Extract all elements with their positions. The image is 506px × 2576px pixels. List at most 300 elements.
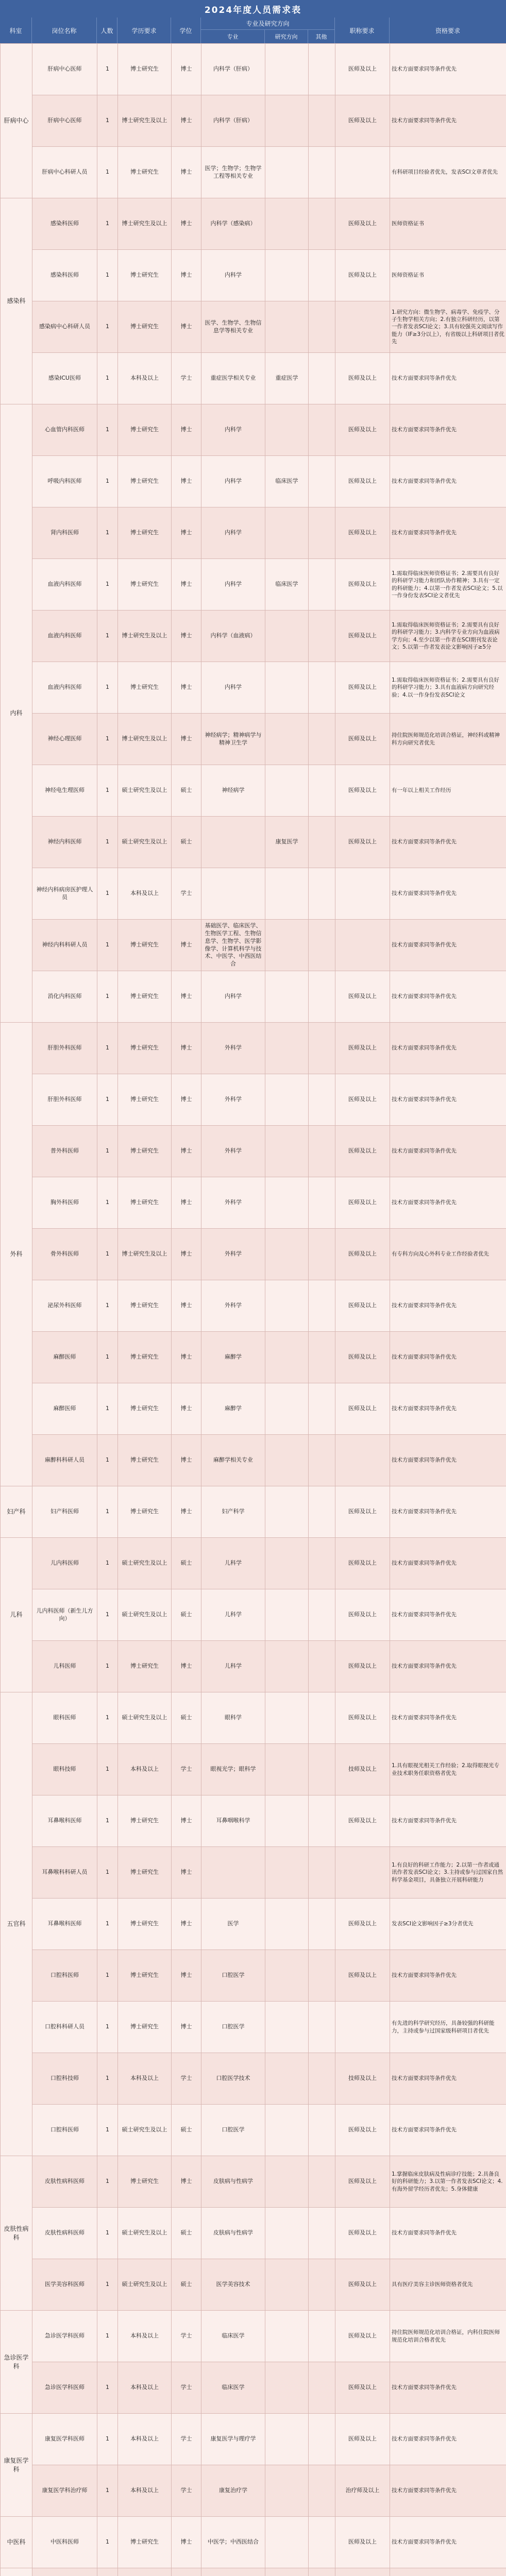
direction-cell xyxy=(265,1744,309,1795)
degree-cell: 硕士 xyxy=(172,2105,201,2156)
post-cell xyxy=(32,2568,97,2576)
edu-cell xyxy=(118,2568,172,2576)
notes-cell: 1.具有眼视光相关工作经验；2.取得眼视光专业技术职务任职资格者优先 xyxy=(390,1744,506,1795)
major-cell: 医学；生物学；生物学工程等相关专业 xyxy=(201,147,265,198)
major-cell: 外科学 xyxy=(201,1023,265,1074)
direction-cell xyxy=(265,1486,309,1538)
notes-cell: 1.有良好的科研工作能力；2.以第一作者或通讯作者发表SCI论文；3.主持或参与过国家自然科学基金项目，具备独立开展科研能力 xyxy=(390,1847,506,1899)
degree-cell: 博士 xyxy=(172,507,201,559)
other-cell xyxy=(309,559,335,611)
degree-cell: 博士 xyxy=(172,611,201,662)
header-notes: 资格要求 xyxy=(435,27,460,35)
table-row xyxy=(1,2259,506,2311)
title-cell: 医师及以上 xyxy=(335,1795,390,1847)
count-cell: 1 xyxy=(97,1229,118,1280)
major-cell: 皮肤病与性病学 xyxy=(201,2156,265,2208)
other-cell xyxy=(309,507,335,559)
direction-cell xyxy=(265,662,309,714)
title-cell: 医师及以上 xyxy=(335,2208,390,2259)
title-cell: 医师及以上 xyxy=(335,95,390,147)
table-row xyxy=(1,1744,506,1795)
title-cell: 医师及以上 xyxy=(335,507,390,559)
header-degree: 学位 xyxy=(171,18,201,43)
major-cell: 神经病学；精神病学与精神卫生学 xyxy=(201,714,265,765)
degree-cell: 博士 xyxy=(172,1126,201,1177)
dept-cell: 外科 xyxy=(1,1023,32,1486)
count-cell: 1 xyxy=(97,2517,118,2568)
edu-cell: 硕士研究生及以上 xyxy=(118,817,172,868)
title-cell xyxy=(335,2002,390,2053)
edu-cell: 博士研究生 xyxy=(118,2517,172,2568)
header-dept: 科室 xyxy=(0,18,32,43)
degree-cell: 博士 xyxy=(172,559,201,611)
table-row xyxy=(1,1332,506,1383)
major-cell: 内科学 xyxy=(201,662,265,714)
count-cell: 1 xyxy=(97,44,118,95)
edu-cell: 博士研究生 xyxy=(118,662,172,714)
direction-cell xyxy=(265,2002,309,2053)
post-cell: 肾内科医师 xyxy=(32,507,97,559)
direction-cell xyxy=(265,2208,309,2259)
other-cell xyxy=(309,971,335,1023)
count-cell: 1 xyxy=(97,1847,118,1899)
dept-cell: 肝病中心 xyxy=(1,44,32,198)
edu-cell: 博士研究生 xyxy=(118,1641,172,1692)
degree-cell: 学士 xyxy=(172,2362,201,2414)
other-cell xyxy=(309,1074,335,1126)
post-cell: 神经内科病房医护理人员 xyxy=(32,868,97,920)
degree-cell: 博士 xyxy=(172,1023,201,1074)
direction-cell: 临床医学 xyxy=(265,559,309,611)
title-cell xyxy=(335,920,390,971)
other-cell xyxy=(309,1383,335,1435)
post-cell: 妇产科医师 xyxy=(32,1486,97,1538)
direction-cell xyxy=(265,1435,309,1486)
post-cell: 神经心理医师 xyxy=(32,714,97,765)
post-cell: 耳鼻喉科科研人员 xyxy=(32,1847,97,1899)
major-cell xyxy=(201,817,265,868)
direction-cell xyxy=(265,1177,309,1229)
other-cell xyxy=(309,2362,335,2414)
major-cell: 外科学 xyxy=(201,1074,265,1126)
direction-cell xyxy=(265,95,309,147)
major-cell: 耳鼻咽喉科学 xyxy=(201,1795,265,1847)
count-cell: 1 xyxy=(97,765,118,817)
table-header xyxy=(0,18,506,43)
other-cell xyxy=(309,1847,335,1899)
notes-cell: 技术方面要求同等条件优先 xyxy=(390,1023,506,1074)
direction-cell xyxy=(265,920,309,971)
header-other: 其他 xyxy=(308,30,335,43)
count-cell: 1 xyxy=(97,559,118,611)
count-cell: 1 xyxy=(97,250,118,301)
major-cell: 基础医学、临床医学、生物医学工程、生物信息学、生物学、医学影像学、计算机科学与技术、中医学、中西医结合 xyxy=(201,920,265,971)
other-cell xyxy=(309,1229,335,1280)
direction-cell xyxy=(265,507,309,559)
notes-cell: 技术方面要求同等条件优先 xyxy=(390,868,506,920)
direction-cell xyxy=(265,1692,309,1744)
table-row xyxy=(1,1229,506,1280)
other-cell xyxy=(309,2002,335,2053)
other-cell xyxy=(309,147,335,198)
title-cell: 医师及以上 xyxy=(335,1692,390,1744)
title-cell: 医师及以上 xyxy=(335,1229,390,1280)
degree-cell: 博士 xyxy=(172,1486,201,1538)
notes-cell: 技术方面要求同等条件优先 xyxy=(390,1692,506,1744)
count-cell xyxy=(97,2568,118,2576)
degree-cell: 博士 xyxy=(172,1950,201,2002)
title-cell: 医师及以上 xyxy=(335,2414,390,2465)
major-cell: 麻醉学 xyxy=(201,1383,265,1435)
table-row xyxy=(1,456,506,507)
major-cell: 重症医学相关专业 xyxy=(201,353,265,404)
title-cell: 医师及以上 xyxy=(335,1950,390,2002)
header-edu: 学历要求 xyxy=(117,18,171,43)
other-cell xyxy=(309,1280,335,1332)
direction-cell xyxy=(265,404,309,456)
notes-cell: 技术方面要求同等条件优先 xyxy=(390,44,506,95)
notes-cell: 技术方面要求同等条件优先 xyxy=(390,1589,506,1641)
other-cell xyxy=(309,2465,335,2517)
title-cell: 医师及以上 xyxy=(335,1899,390,1950)
count-cell: 1 xyxy=(97,2208,118,2259)
degree-cell: 博士 xyxy=(172,456,201,507)
post-cell: 口腔科技师 xyxy=(32,2053,97,2105)
table-row xyxy=(1,1280,506,1332)
other-cell xyxy=(309,1486,335,1538)
major-cell xyxy=(201,1847,265,1899)
post-cell: 皮肤性病科医师 xyxy=(32,2156,97,2208)
direction-cell xyxy=(265,2311,309,2362)
count-cell: 1 xyxy=(97,2156,118,2208)
notes-cell: 技术方面要求同等条件优先 xyxy=(390,456,506,507)
direction-cell xyxy=(265,198,309,250)
notes-cell: 技术方面要求同等条件优先 xyxy=(390,2208,506,2259)
table-row xyxy=(1,2362,506,2414)
degree-cell: 博士 xyxy=(172,714,201,765)
major-cell: 口腔医学 xyxy=(201,1950,265,2002)
table-row xyxy=(1,920,506,971)
degree-cell xyxy=(172,2568,201,2576)
degree-cell: 博士 xyxy=(172,95,201,147)
notes-cell: 技术方面要求同等条件优先 xyxy=(390,1795,506,1847)
header-major: 专业 xyxy=(201,30,265,43)
count-cell: 1 xyxy=(97,1332,118,1383)
edu-cell: 博士研究生 xyxy=(118,404,172,456)
title-cell: 医师及以上 xyxy=(335,2517,390,2568)
title-cell: 医师及以上 xyxy=(335,1023,390,1074)
other-cell xyxy=(309,2568,335,2576)
post-cell: 感染科医师 xyxy=(32,250,97,301)
notes-cell: 技术方面要求同等条件优先 xyxy=(390,2517,506,2568)
count-cell: 1 xyxy=(97,662,118,714)
notes-cell: 技术方面要求同等条件优先 xyxy=(390,2414,506,2465)
degree-cell: 博士 xyxy=(172,2002,201,2053)
edu-cell: 博士研究生 xyxy=(118,1074,172,1126)
table-row xyxy=(1,1383,506,1435)
degree-cell: 博士 xyxy=(172,44,201,95)
degree-cell: 博士 xyxy=(172,971,201,1023)
other-cell xyxy=(309,765,335,817)
post-cell: 急诊医学科医师 xyxy=(32,2362,97,2414)
table-row xyxy=(1,765,506,817)
notes-cell: 技术方面要求同等条件优先 xyxy=(390,1074,506,1126)
major-cell: 口腔医学 xyxy=(201,2002,265,2053)
other-cell xyxy=(309,2517,335,2568)
title-cell: 医师及以上 xyxy=(335,2156,390,2208)
edu-cell: 本科及以上 xyxy=(118,1744,172,1795)
major-cell: 内科学 xyxy=(201,507,265,559)
table-row xyxy=(1,2156,506,2208)
degree-cell: 博士 xyxy=(172,920,201,971)
notes-cell: 技术方面要求同等条件优先 xyxy=(390,353,506,404)
degree-cell: 硕士 xyxy=(172,2208,201,2259)
major-cell: 医学 xyxy=(201,1899,265,1950)
edu-cell: 博士研究生 xyxy=(118,507,172,559)
other-cell xyxy=(309,2105,335,2156)
post-cell: 肝病中心医师 xyxy=(32,95,97,147)
major-cell xyxy=(201,868,265,920)
count-cell: 1 xyxy=(97,1795,118,1847)
notes-cell: 医师资格证书 xyxy=(390,250,506,301)
notes-cell: 技术方面要求同等条件优先 xyxy=(390,1126,506,1177)
major-cell: 内科学（感染病） xyxy=(201,198,265,250)
edu-cell: 硕士研究生及以上 xyxy=(118,2208,172,2259)
title-cell: 医师及以上 xyxy=(335,1641,390,1692)
notes-cell: 技术方面要求同等条件优先 xyxy=(390,2105,506,2156)
other-cell xyxy=(309,2311,335,2362)
major-cell: 内科学 xyxy=(201,559,265,611)
title-cell: 医师及以上 xyxy=(335,456,390,507)
direction-cell xyxy=(265,1641,309,1692)
table-row xyxy=(1,1023,506,1074)
major-cell: 外科学 xyxy=(201,1126,265,1177)
major-cell: 外科学 xyxy=(201,1280,265,1332)
table-row xyxy=(1,868,506,920)
count-cell: 1 xyxy=(97,1126,118,1177)
notes-cell: 持住院医师规范化培训合格证，神经科或精神科方向研究者优先 xyxy=(390,714,506,765)
post-cell: 口腔科科研人员 xyxy=(32,2002,97,2053)
post-cell: 神经内科科研人员 xyxy=(32,920,97,971)
edu-cell: 博士研究生 xyxy=(118,971,172,1023)
other-cell xyxy=(309,1332,335,1383)
notes-cell: 技术方面要求同等条件优先 xyxy=(390,1280,506,1332)
table-row xyxy=(1,1847,506,1899)
count-cell: 1 xyxy=(97,1435,118,1486)
major-cell: 外科学 xyxy=(201,1177,265,1229)
dept-cell: 儿科 xyxy=(1,1538,32,1692)
title-cell: 医师及以上 xyxy=(335,250,390,301)
title-cell xyxy=(335,1435,390,1486)
post-cell: 感染科医师 xyxy=(32,198,97,250)
post-cell: 泌尿外科医师 xyxy=(32,1280,97,1332)
table-row xyxy=(1,662,506,714)
edu-cell: 博士研究生 xyxy=(118,1899,172,1950)
count-cell: 1 xyxy=(97,1023,118,1074)
edu-cell: 博士研究生 xyxy=(118,1126,172,1177)
post-cell: 皮肤性病科医师 xyxy=(32,2208,97,2259)
major-cell: 内科学（血液病） xyxy=(201,611,265,662)
post-cell: 神经电生理医师 xyxy=(32,765,97,817)
edu-cell: 博士研究生 xyxy=(118,559,172,611)
degree-cell: 学士 xyxy=(172,868,201,920)
edu-cell: 博士研究生 xyxy=(118,1435,172,1486)
title-cell xyxy=(335,301,390,353)
table-row xyxy=(1,353,506,404)
count-cell: 1 xyxy=(97,971,118,1023)
post-cell: 消化内科医师 xyxy=(32,971,97,1023)
edu-cell: 博士研究生 xyxy=(118,1023,172,1074)
direction-cell: 重症医学 xyxy=(265,353,309,404)
title-cell: 医师及以上 xyxy=(335,1383,390,1435)
table-row xyxy=(1,95,506,147)
direction-cell xyxy=(265,250,309,301)
dept-cell: 感染科 xyxy=(1,198,32,404)
count-cell: 1 xyxy=(97,1074,118,1126)
count-cell: 1 xyxy=(97,1280,118,1332)
notes-cell: 有先进的科学研究经历，具备较强的科研能力，主持或参与过国家级科研项目者优先 xyxy=(390,2002,506,2053)
edu-cell: 本科及以上 xyxy=(118,868,172,920)
table-row xyxy=(1,1899,506,1950)
dept-cell: 内科 xyxy=(1,404,32,1023)
count-cell: 1 xyxy=(97,1641,118,1692)
count-cell: 1 xyxy=(97,147,118,198)
edu-cell: 博士研究生 xyxy=(118,301,172,353)
title-cell xyxy=(335,868,390,920)
table-row xyxy=(1,2414,506,2465)
notes-cell: 技术方面要求同等条件优先 xyxy=(390,2465,506,2517)
count-cell: 1 xyxy=(97,2105,118,2156)
title-cell: 医师及以上 xyxy=(335,971,390,1023)
edu-cell: 本科及以上 xyxy=(118,2311,172,2362)
major-cell: 麻醉学 xyxy=(201,1332,265,1383)
count-cell: 1 xyxy=(97,2414,118,2465)
table-row xyxy=(1,1435,506,1486)
header-direction: 研究方向 xyxy=(265,30,308,43)
notes-cell: 技术方面要求同等条件优先 xyxy=(390,920,506,971)
post-cell: 肝胆外科医师 xyxy=(32,1074,97,1126)
degree-cell: 硕士 xyxy=(172,2259,201,2311)
notes-cell: 1.掌握临床皮肤病及性病诊疗技能；2.具备良好的科研能力；3.以第一作者发表SCI论文；4.有海外留学经历者优先；5.身体健康 xyxy=(390,2156,506,2208)
notes-cell: 技术方面要求同等条件优先 xyxy=(390,1950,506,2002)
table-row xyxy=(1,2517,506,2568)
notes-cell: 技术方面要求同等条件优先 xyxy=(390,1538,506,1589)
notes-cell: 技术方面要求同等条件优先 xyxy=(390,404,506,456)
title-cell: 医师及以上 xyxy=(335,44,390,95)
count-cell: 1 xyxy=(97,1899,118,1950)
edu-cell: 博士研究生及以上 xyxy=(118,714,172,765)
degree-cell: 学士 xyxy=(172,2053,201,2105)
other-cell xyxy=(309,714,335,765)
post-cell: 麻醉科科研人员 xyxy=(32,1435,97,1486)
dept-cell: 妇产科 xyxy=(1,1486,32,1538)
recruitment-table xyxy=(0,43,506,2576)
title-cell: 医师及以上 xyxy=(335,1332,390,1383)
degree-cell: 博士 xyxy=(172,404,201,456)
notes-cell: 有专科方向及心外科专业工作经验者优先 xyxy=(390,1229,506,1280)
edu-cell: 博士研究生 xyxy=(118,920,172,971)
major-cell: 口腔医学技术 xyxy=(201,2053,265,2105)
post-cell: 神经内科医师 xyxy=(32,817,97,868)
direction-cell xyxy=(265,1847,309,1899)
count-cell: 1 xyxy=(97,1486,118,1538)
major-cell: 眼科学 xyxy=(201,1692,265,1744)
notes-cell: 技术方面要求同等条件优先 xyxy=(390,1641,506,1692)
count-cell: 1 xyxy=(97,353,118,404)
direction-cell xyxy=(265,1795,309,1847)
header-count: 人数 xyxy=(97,18,117,43)
major-cell: 内科学 xyxy=(201,456,265,507)
title-cell: 治疗师及以上 xyxy=(335,2465,390,2517)
edu-cell: 本科及以上 xyxy=(118,2053,172,2105)
edu-cell: 博士研究生 xyxy=(118,1332,172,1383)
header-title-req: 职称要求 xyxy=(335,18,390,43)
notes-cell: 1.需取得临床医师资格证书；2.需要具有良好的科研学习能力和团队协作精神；3.具有一定的科研能力；4.以第一作者发表SCI论文；5.以一作身份发表SCI论文者优先 xyxy=(390,559,506,611)
major-cell: 内科学 xyxy=(201,250,265,301)
degree-cell: 博士 xyxy=(172,1074,201,1126)
edu-cell: 硕士研究生及以上 xyxy=(118,1692,172,1744)
degree-cell: 博士 xyxy=(172,662,201,714)
notes-cell: 发表SCI论文影响因子≥3分者优先 xyxy=(390,1899,506,1950)
direction-cell xyxy=(265,1229,309,1280)
post-cell: 儿内科医师 xyxy=(32,1538,97,1589)
count-cell: 1 xyxy=(97,198,118,250)
other-cell xyxy=(309,353,335,404)
notes-cell: 1.研究方向：微生物学、病毒学、免疫学、分子生物学相关方向；2.有独立科研经历，以第一作者发表SCI论文；3.具有较强英文阅读写作能力（IF≥3分以上），有省级以上科研项目者优先 xyxy=(390,301,506,353)
degree-cell: 博士 xyxy=(172,1280,201,1332)
major-cell: 康复治疗学 xyxy=(201,2465,265,2517)
other-cell xyxy=(309,1692,335,1744)
post-cell: 血液内科医师 xyxy=(32,662,97,714)
edu-cell: 硕士研究生及以上 xyxy=(118,2259,172,2311)
notes-cell: 技术方面要求同等条件优先 xyxy=(390,1486,506,1538)
notes-cell: 医师资格证书 xyxy=(390,198,506,250)
table-row xyxy=(1,611,506,662)
count-cell: 1 xyxy=(97,1538,118,1589)
table-row xyxy=(1,2568,506,2576)
notes-cell: 技术方面要求同等条件优先 xyxy=(390,2362,506,2414)
notes-cell: 技术方面要求同等条件优先 xyxy=(390,1383,506,1435)
other-cell xyxy=(309,1126,335,1177)
degree-cell: 博士 xyxy=(172,2156,201,2208)
table-row xyxy=(1,2002,506,2053)
direction-cell xyxy=(265,714,309,765)
count-cell: 1 xyxy=(97,301,118,353)
title-cell xyxy=(335,147,390,198)
notes-cell: 持住院医师规范化培训合格证，内科住院医师规范化培训合格者优先 xyxy=(390,2311,506,2362)
title-cell: 医师及以上 xyxy=(335,2362,390,2414)
table-row xyxy=(1,147,506,198)
direction-cell xyxy=(265,971,309,1023)
major-cell xyxy=(201,2568,265,2576)
count-cell: 1 xyxy=(97,1950,118,2002)
direction-cell xyxy=(265,868,309,920)
notes-cell: 具有医疗美容主诊医师资格者优先 xyxy=(390,2259,506,2311)
notes-cell: 技术方面要求同等条件优先 xyxy=(390,2053,506,2105)
notes-cell: 技术方面要求同等条件优先 xyxy=(390,95,506,147)
edu-cell: 本科及以上 xyxy=(118,2414,172,2465)
table-row xyxy=(1,1795,506,1847)
other-cell xyxy=(309,868,335,920)
post-cell: 胸外科医师 xyxy=(32,1177,97,1229)
direction-cell xyxy=(265,2414,309,2465)
direction-cell xyxy=(265,1899,309,1950)
other-cell xyxy=(309,404,335,456)
other-cell xyxy=(309,1899,335,1950)
direction-cell xyxy=(265,2568,309,2576)
post-cell: 肝病中心医师 xyxy=(32,44,97,95)
major-cell: 麻醉学相关专业 xyxy=(201,1435,265,1486)
